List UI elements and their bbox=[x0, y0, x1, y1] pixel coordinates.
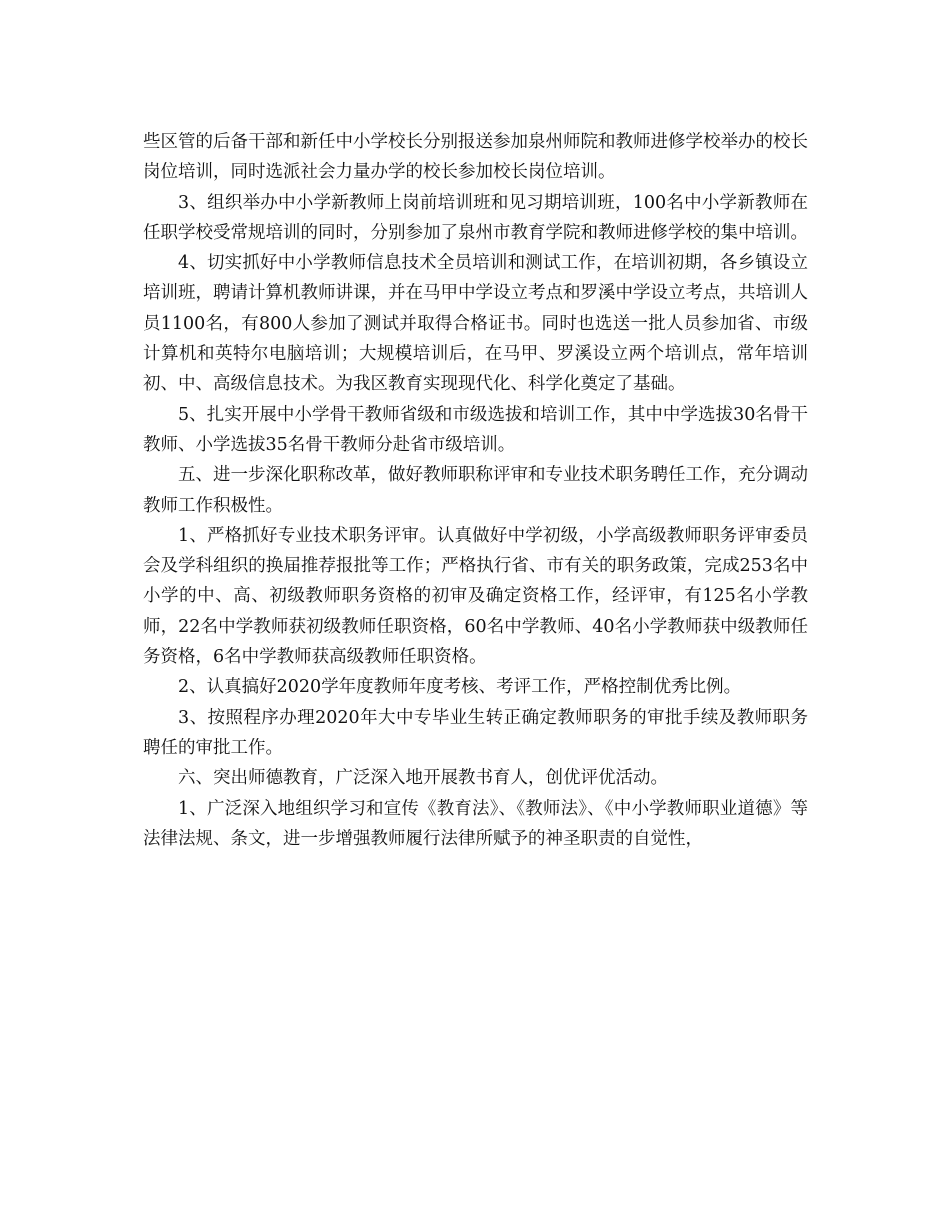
paragraph-continuation: 些区管的后备干部和新任中小学校长分别报送参加泉州师院和教师进修学校举办的校长岗位培训，同时选派社会力量办学的校长参加校长岗位培训。 bbox=[143, 132, 808, 183]
paragraph-graduate-approval: 3、按照程序办理2020年大中专毕业生转正确定教师职务的审批手续及教师职务聘任的审批工作。 bbox=[143, 707, 808, 758]
paragraph-it-training: 4、切实抓好中小学教师信息技术全员培训和测试工作，在培训初期，各乡镇设立培训班，聘请计算机教师讲课，并在马甲中学设立考点和罗溪中学设立考点，共培训人员1100名，有800人参加了测试并取得合格证书。同时也选送一批人员参加省、市级计算机和英特尔电脑培训；大规模培训后，在马甲、罗溪设立两个培训点，常年培训初、中、高级信息技术。为我区教育实现现代化、科学化奠定了基础。 bbox=[143, 253, 808, 395]
section-heading-ethics: 六、突出师德教育，广泛深入地开展教书育人，创优评优活动。 bbox=[178, 768, 668, 789]
paragraph-backbone-teachers: 5、扎实开展中小学骨干教师省级和市级选拔和培训工作，其中中学选拔30名骨干教师、小学选拔35名骨干教师分赴省市级培训。 bbox=[143, 404, 808, 455]
document-page bbox=[143, 127, 808, 854]
section-heading-title-reform: 五、进一步深化职称改革，做好教师职称评审和专业技术职务聘任工作，充分调动教师工作积极性。 bbox=[143, 465, 808, 516]
paragraph-annual-assessment: 2、认真搞好2020学年度教师年度考核、考评工作，严格控制优秀比例。 bbox=[178, 677, 742, 698]
paragraph-title-review: 1、严格抓好专业技术职务评审。认真做好中学初级，小学高级教师职务评审委员会及学科组织的换届推荐报批等工作；严格执行省、市有关的职务政策，完成253名中小学的中、高、初级教师职务资格的初审及确定资格工作，经评审，有125名小学教师，22名中学教师获初级教师任职资格，60名中学教师、40名小学教师获中级教师任务资格，6名中学教师获高级教师任职资格。 bbox=[143, 525, 808, 668]
paragraph-law-study: 1、广泛深入地组织学习和宣传《教育法》、《教师法》、《中小学教师职业道德》等法律法规、条文，进一步增强教师履行法律所赋予的神圣职责的自觉性， bbox=[143, 798, 808, 849]
paragraph-new-teacher-training: 3、组织举办中小学新教师上岗前培训班和见习期培训班，100名中小学新教师在任职学校受常规培训的同时，分别参加了泉州市教育学院和教师进修学校的集中培训。 bbox=[143, 192, 808, 243]
